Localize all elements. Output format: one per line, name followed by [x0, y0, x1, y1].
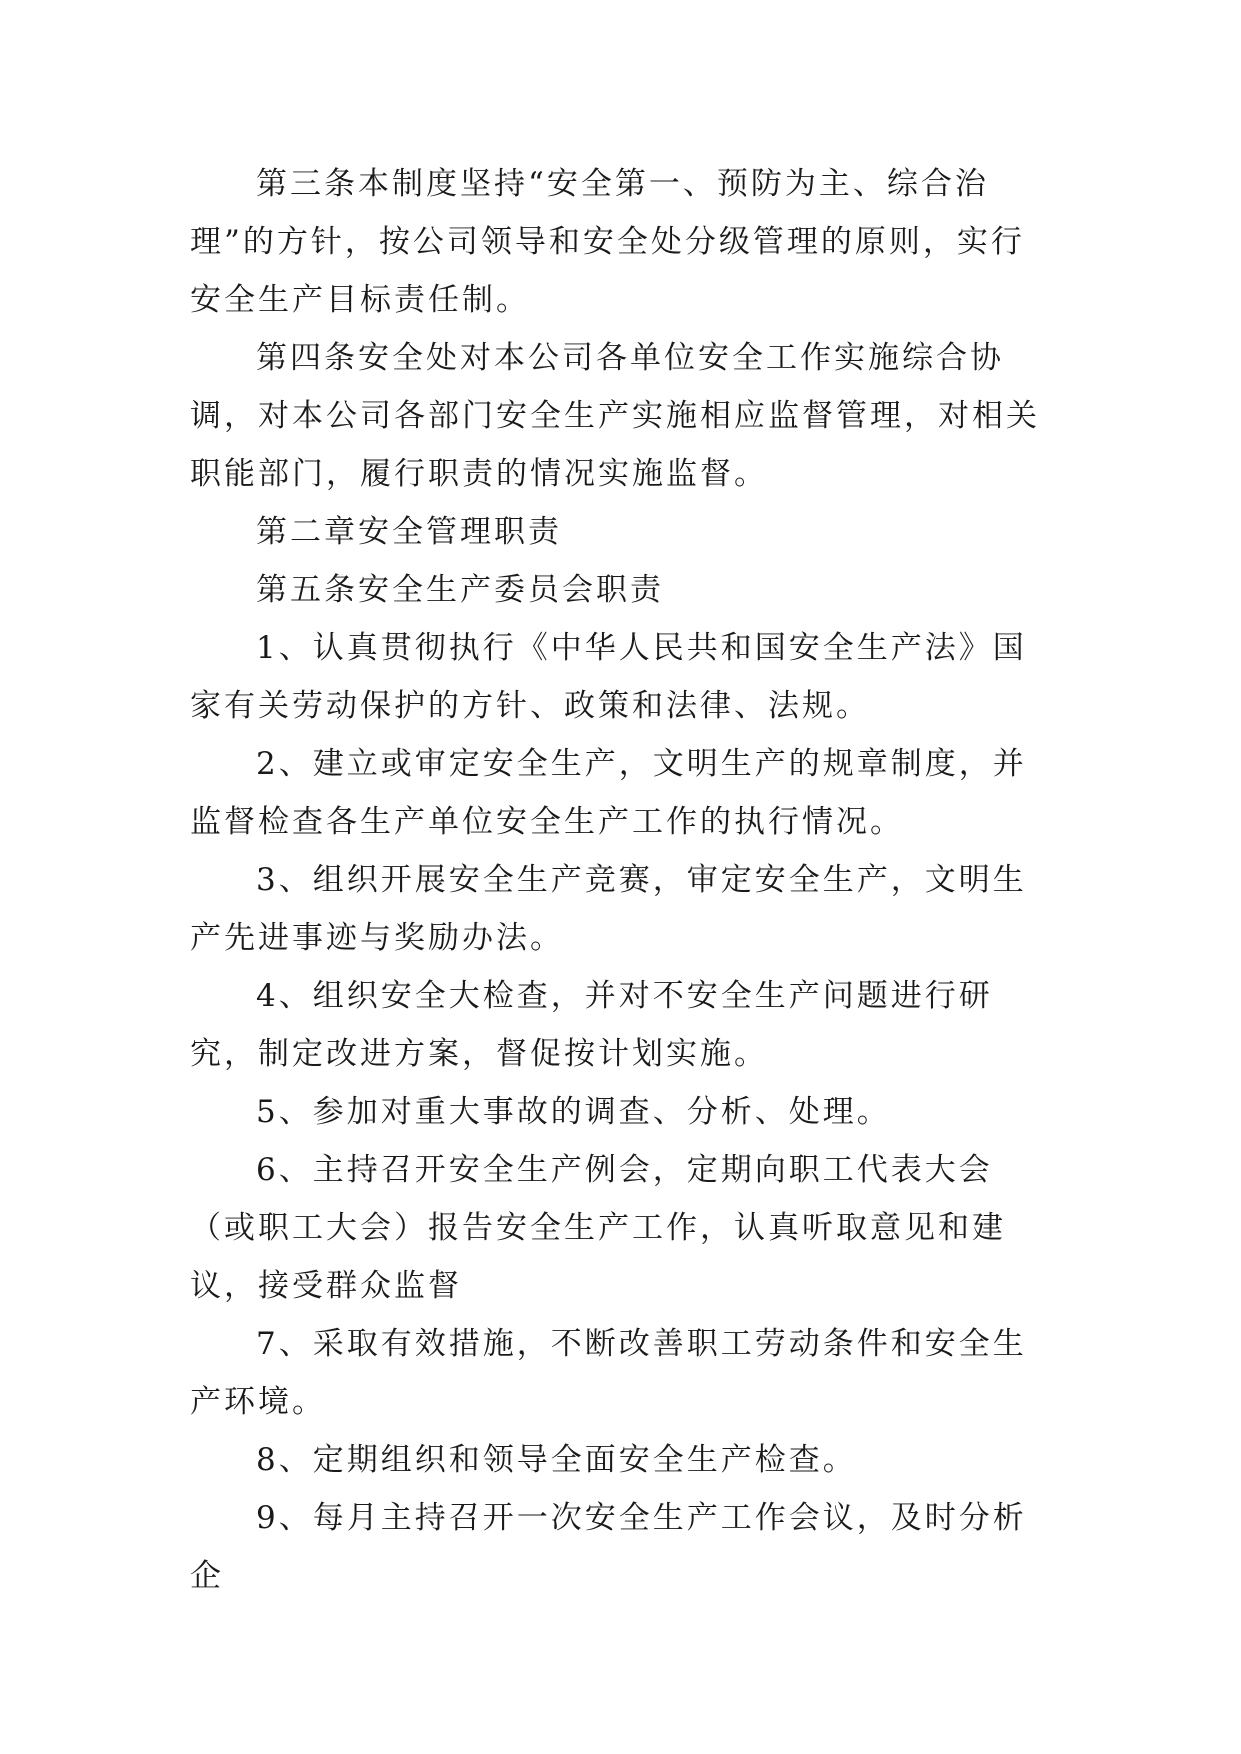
list-item-8: 8、定期组织和领导全面安全生产检查。 [256, 1442, 857, 1478]
list-item-7: 7、采取有效措施，不断改善职工劳动条件和安全生产环境。 [190, 1326, 1027, 1420]
list-item-4: 4、组织安全大检查，并对不安全生产问题进行研究，制定改进方案，督促按计划实施。 [190, 978, 993, 1072]
list-item-2: 2、建立或审定安全生产，文明生产的规章制度，并监督检查各生产单位安全生产工作的执行情况。 [190, 746, 1027, 840]
list-item-1: 1、认真贯彻执行《中华人民共和国安全生产法》国家有关劳动保护的方针、政策和法律、法规。 [190, 630, 1027, 724]
list-item-3: 3、组织开展安全生产竞赛，审定安全生产，文明生产先进事迹与奖励办法。 [190, 862, 1027, 956]
list-item-6: 6、主持召开安全生产例会，定期向职工代表大会（或职工大会）报告安全生产工作，认真听取意见和建议，接受群众监督 [190, 1152, 1006, 1304]
document-body [190, 155, 1050, 1605]
paragraph-article-3: 第三条本制度坚持“安全第一、预防为主、综合治理”的方针，按公司领导和安全处分级管理的原则，实行安全生产目标责任制。 [190, 166, 1025, 318]
list-item-9: 9、每月主持召开一次安全生产工作会议，及时分析企 [190, 1500, 1027, 1594]
list-item-5: 5、参加对重大事故的调查、分析、处理。 [256, 1094, 891, 1130]
paragraph-article-4: 第四条安全处对本公司各单位安全工作实施综合协调，对本公司各部门安全生产实施相应监督管理，对相关职能部门，履行职责的情况实施监督。 [190, 340, 1040, 492]
chapter-heading: 第二章安全管理职责 [256, 514, 562, 550]
paragraph-article-5: 第五条安全生产委员会职责 [256, 572, 664, 608]
